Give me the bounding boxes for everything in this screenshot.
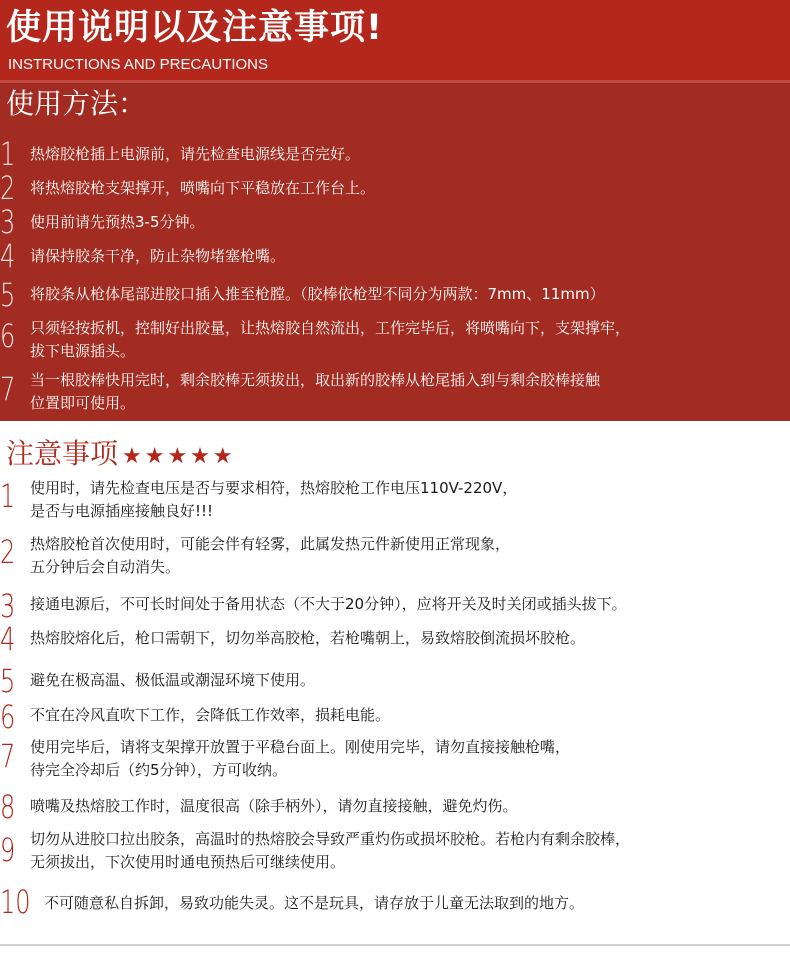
step-number: 4: [0, 237, 16, 275]
step-text: 热熔胶枪插上电源前，请先检查电源线是否完好。: [30, 145, 361, 163]
step-text: 使用前请先预热3-5分钟。: [30, 213, 205, 231]
step-number: 7: [0, 370, 16, 408]
note-text: 不宜在冷风直吹下工作，会降低工作效率，损耗电能。: [30, 706, 391, 724]
step-text: 只须轻按扳机，控制好出胶量，让热熔胶自然流出，工作完毕后，将喷嘴向下，支架撑牢， 拔下电源插头。: [30, 319, 631, 360]
note-number: 2: [0, 533, 16, 571]
bottom-divider: [0, 944, 790, 946]
note-number: 6: [0, 698, 16, 736]
note-text: 不可随意私自拆卸，易致功能失灵。这不是玩具，请存放于儿童无法取到的地方。: [44, 894, 585, 912]
step-number: 1: [0, 135, 16, 173]
note-text: 使用完毕后，请将支架撑开放置于平稳台面上。刚使用完毕，请勿直接接触枪嘴， 待完全冷却后（约5分钟），方可收纳。: [30, 738, 571, 779]
page-title: 使用说明以及注意事项!: [6, 8, 383, 48]
note-number: 9: [0, 831, 16, 869]
notes-title-text: 注意事项: [6, 437, 119, 470]
note-number: 5: [0, 662, 16, 700]
note-text: 热熔胶枪首次使用时，可能会伴有轻雾，此属发热元件新使用正常现象， 五分钟后会自动消失。: [30, 535, 511, 576]
note-text: 切勿从进胶口拉出胶条，高温时的热熔胶会导致严重灼伤或损坏胶枪。若枪内有剩余胶棒， 无须拔出，下次使用时通电预热后可继续使用。: [30, 830, 631, 871]
step-number: 2: [0, 169, 16, 207]
note-number: 3: [0, 587, 16, 625]
step-text: 请保持胶条干净，防止杂物堵塞枪嘴。: [30, 247, 286, 265]
note-text: 喷嘴及热熔胶工作时，温度很高（除手柄外），请勿直接接触，避免灼伤。: [30, 797, 518, 815]
step-text: 将热熔胶枪支架撑开，喷嘴向下平稳放在工作台上。: [30, 179, 376, 197]
step-number: 3: [0, 203, 16, 241]
page-subtitle: INSTRUCTIONS AND PRECAUTIONS: [8, 56, 269, 73]
note-text: 避免在极高温、极低温或潮湿环境下使用。: [30, 671, 316, 689]
step-text: 当一根胶棒快用完时，剩余胶棒无须拔出，取出新的胶棒从枪尾插入到与剩余胶棒接触 位置即可使用。: [30, 371, 601, 412]
note-number: 7: [0, 737, 16, 775]
note-number: 4: [0, 620, 16, 658]
note-text: 使用时，请先检查电压是否与要求相符，热熔胶枪工作电压110V-220V， 是否与电源插座接触良好!!!: [30, 479, 518, 520]
step-text: 将胶条从枪体尾部进胶口插入推至枪膛。（胶棒依枪型不同分为两款：7mm、11mm）: [30, 285, 605, 303]
note-number: 10: [0, 883, 31, 921]
notes-title: [6, 436, 236, 475]
rating-stars-icon: ★★★★★: [122, 444, 236, 469]
note-text: 接通电源后，不可长时间处于备用状态（不大于20分钟），应将开关及时关闭或插头拔下。: [30, 595, 627, 613]
note-number: 8: [0, 788, 16, 826]
usage-section: [0, 83, 790, 421]
note-number: 1: [0, 477, 16, 515]
step-number: 5: [0, 276, 16, 314]
step-number: 6: [0, 317, 16, 355]
usage-title: 使用方法：: [6, 87, 147, 120]
note-text: 热熔胶熔化后，枪口需朝下，切勿举高胶枪，若枪嘴朝上，易致熔胶倒流损坏胶枪。: [30, 629, 586, 647]
